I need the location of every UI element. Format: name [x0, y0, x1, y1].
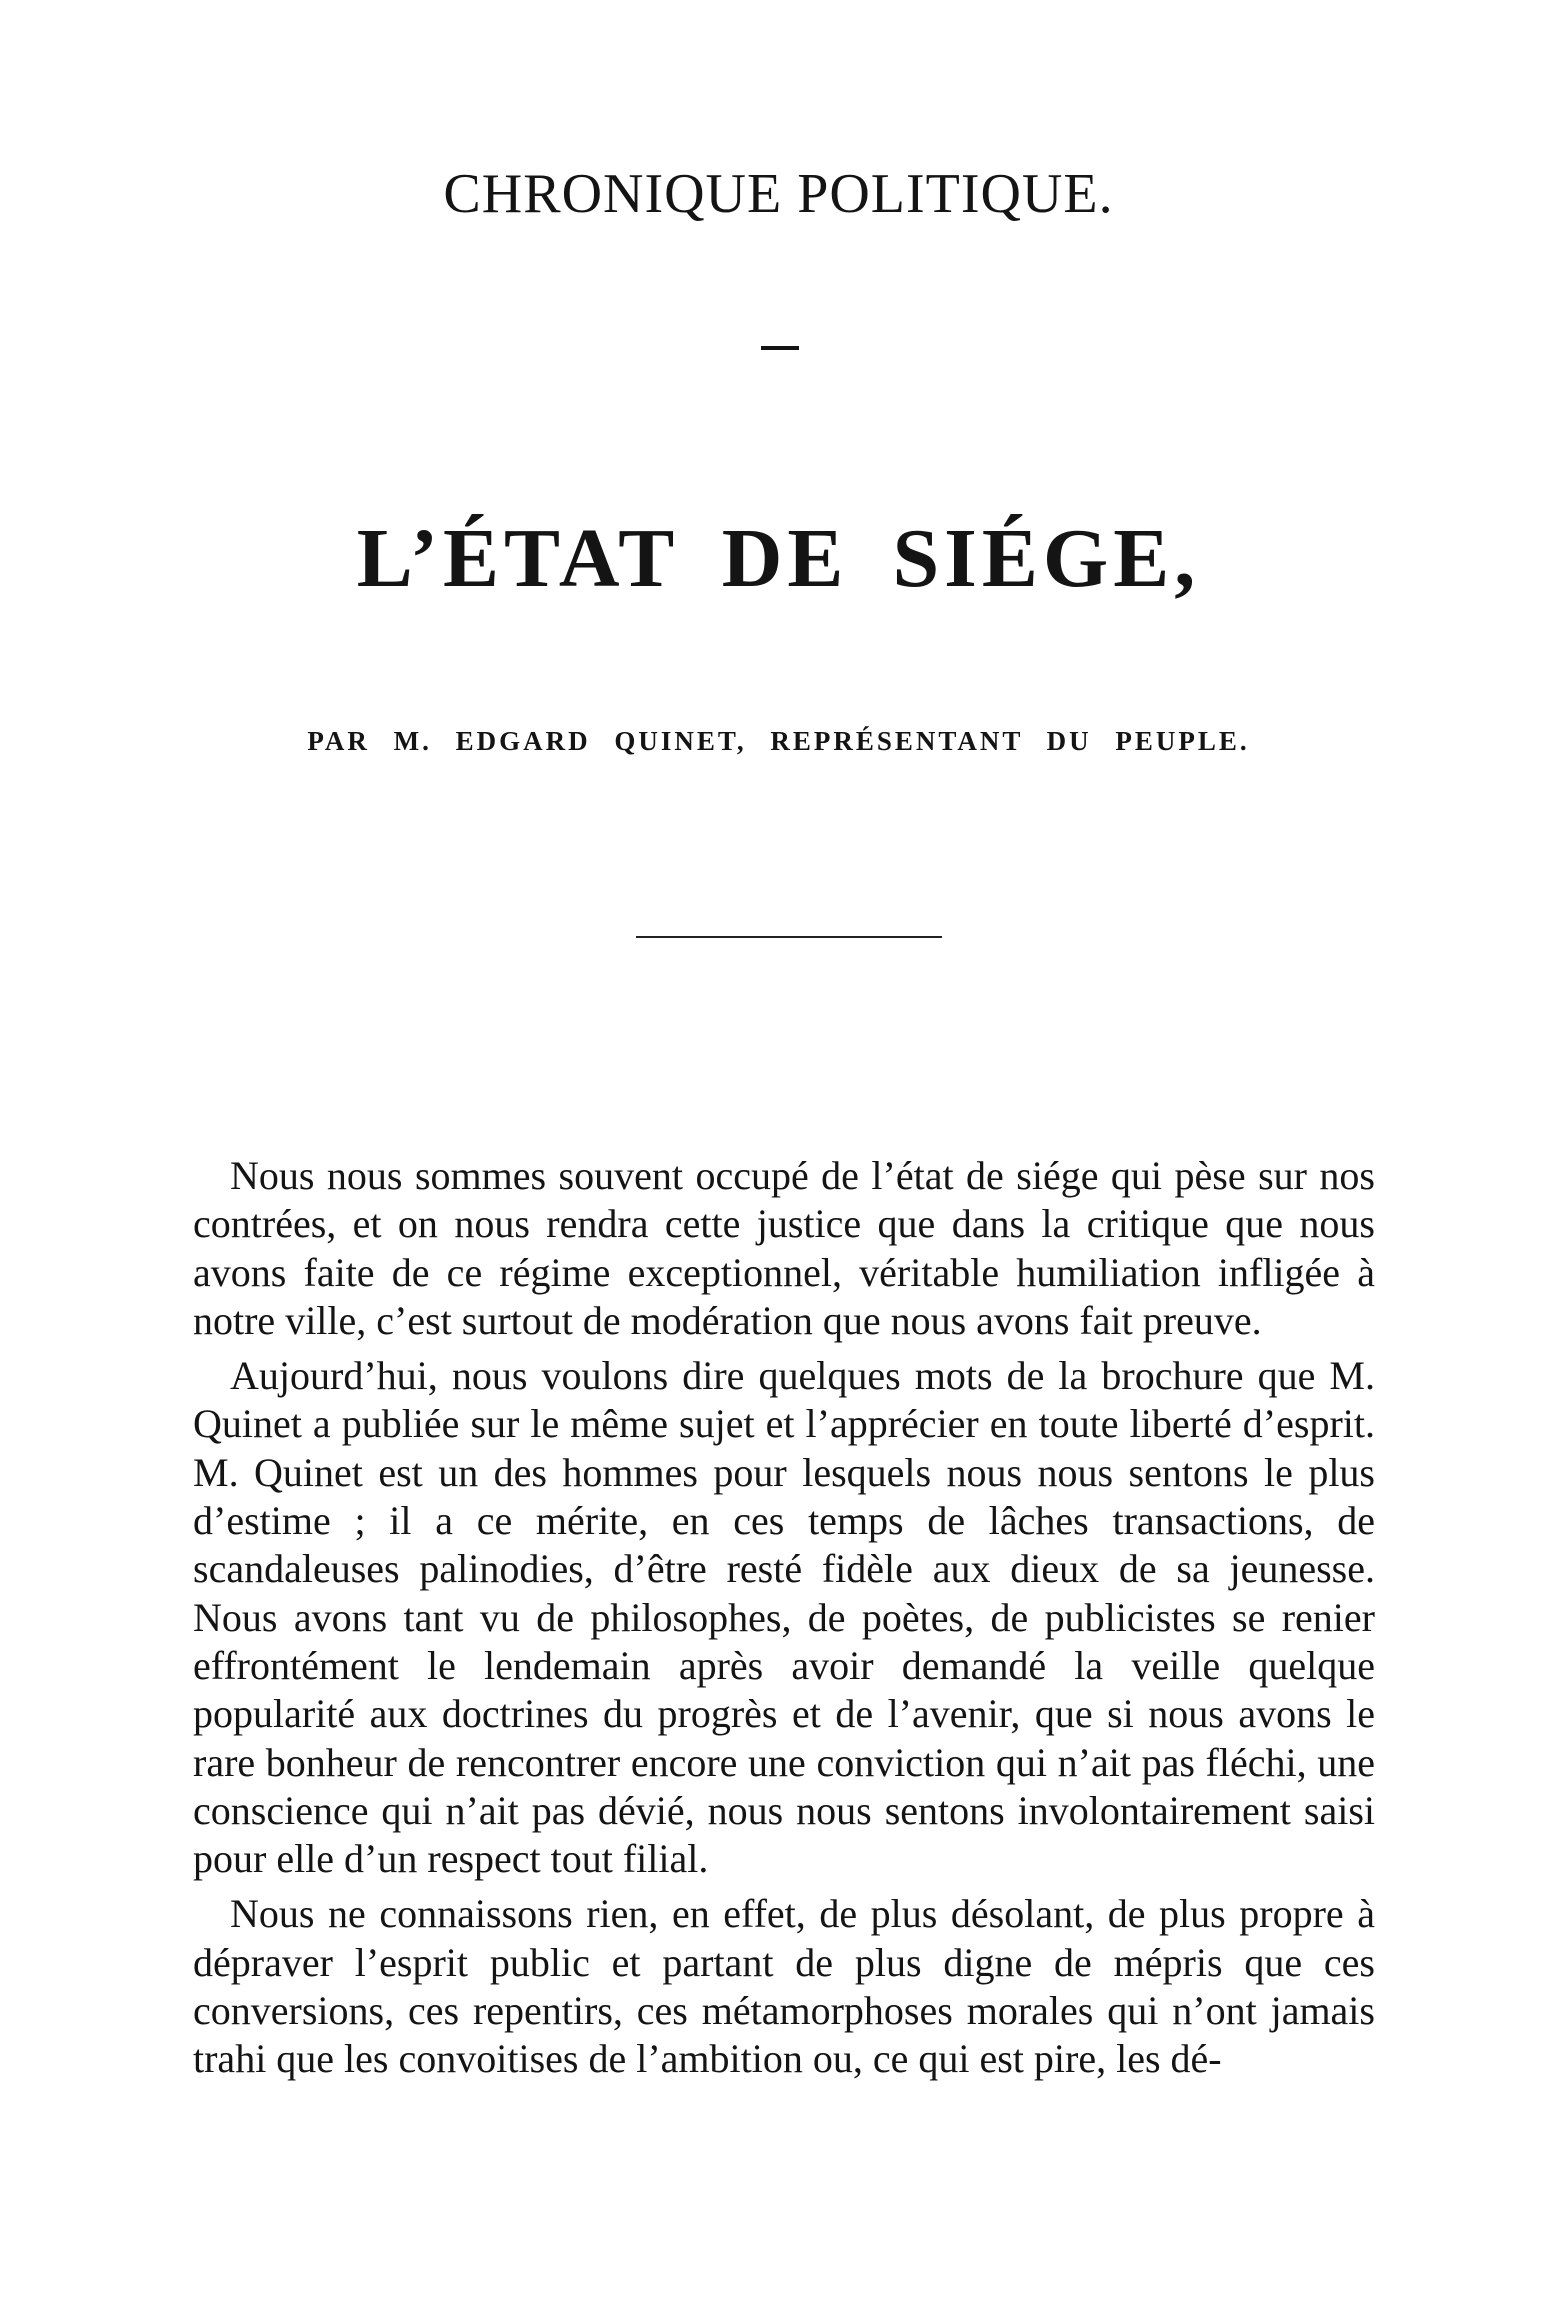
article-body	[193, 1152, 1375, 2091]
horizontal-rule	[636, 936, 942, 938]
paragraph-2: Aujourd’hui, nous voulons dire quelques mots de la brochure que M. Quinet a publiée sur le même sujet et l’apprécier en toute liberté d’esprit. M. Quinet est un des hommes pour lesquels nous nous sentons le plus d’estime ; il a ce mérite, en ces temps de lâches transactions, de scandaleuses palinodies, d’être resté fidèle aux dieux de sa jeunesse. Nous avons tant vu de philosophes, de poètes, de publicistes se renier effrontément le lendemain après avoir demandé la veille quelque popularité aux doctrines du progrès et de l’avenir, que si nous avons le rare bonheur de rencontrer encore une conviction qui n’ait pas fléchi, une conscience qui n’ait pas dévié, nous nous sentons involontairement saisi pour elle d’un respect tout filial.	[193, 1353, 1375, 1882]
section-title: CHRONIQUE POLITIQUE.	[443, 163, 1114, 225]
separator-dash	[761, 346, 799, 350]
article-title: L’ÉTAT DE SIÉGE,	[356, 512, 1201, 605]
paragraph-1: Nous nous sommes souvent occupé de l’état de siége qui pèse sur nos contrées, et on nous rendra cette justice que dans la critique que nous avons faite de ce régime exceptionnel, véritable humiliation infligée à notre ville, c’est surtout de modération que nous avons fait preuve.	[193, 1153, 1375, 1343]
byline: PAR M. EDGARD QUINET, REPRÉSENTANT DU PEUPLE.	[307, 726, 1250, 756]
paragraph-3: Nous ne connaissons rien, en effet, de plus désolant, de plus propre à dépraver l’esprit public et partant de plus digne de mépris que ces conversions, ces repentirs, ces métamorphoses morales qui n’ont jamais trahi que les convoitises de l’ambition ou, ce qui est pire, les dé-	[193, 1891, 1375, 2082]
